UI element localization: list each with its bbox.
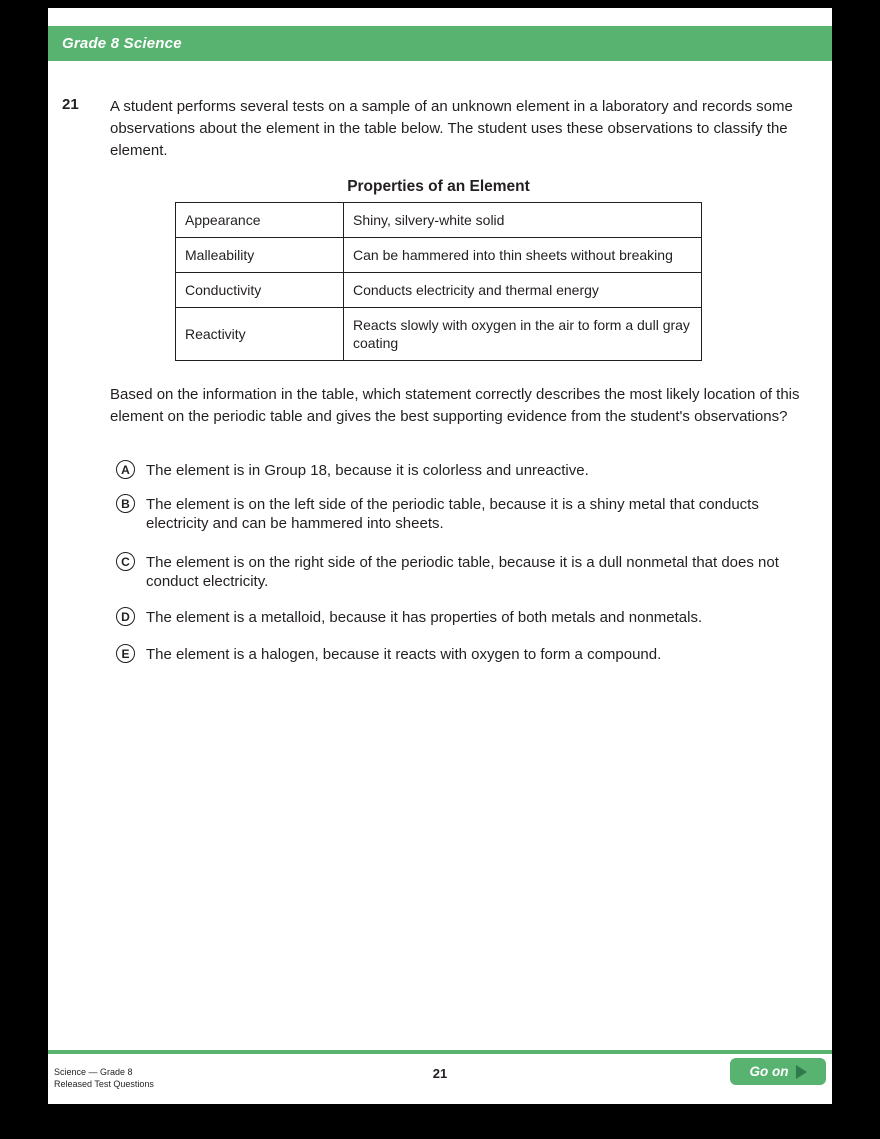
answer-choice-a[interactable] [116,460,816,480]
answer-choice-c[interactable] [116,552,816,591]
choice-d-bubble[interactable]: D [116,607,135,626]
properties-table [175,202,702,361]
question-prompt: Based on the information in the table, which statement correctly describes the most likely location of this element on the periodic table and gives the best supporting evidence from the student's observations? [110,386,800,425]
page-title: Grade 8 Science [62,35,182,52]
choice-a-text: The element is in Group 18, because it is colorless and unreactive. [146,462,589,479]
footer-left-line1: Science — Grade 8 [54,1067,133,1077]
property-value-cell: Reacts slowly with oxygen in the air to form a dull gray coating [344,308,702,361]
property-value-cell: Can be hammered into thin sheets without breaking [344,238,702,273]
page-number: 21 [432,1066,448,1081]
go-on-label: Go on [749,1064,789,1079]
table-title: Properties of an Element [347,178,530,195]
table-row [176,238,702,273]
footer-left-line2: Released Test Questions [54,1079,154,1089]
answer-choice-d[interactable] [116,607,816,627]
answer-choice-b[interactable] [116,494,816,533]
choice-a-bubble[interactable]: A [116,460,135,479]
footer-divider [48,1050,832,1054]
go-on-button[interactable] [730,1058,826,1085]
property-name-cell: Appearance [176,203,344,238]
table-row [176,203,702,238]
choice-b-text: The element is on the left side of the periodic table, because it is a shiny metal that conducts electricity and can be hammered into sheets. [146,496,759,532]
go-on-arrow-icon [796,1065,807,1079]
table-row [176,308,702,361]
choice-c-bubble[interactable]: C [116,552,135,571]
table-row [176,273,702,308]
property-name-cell: Conductivity [176,273,344,308]
header-bar [48,26,832,61]
property-name-cell: Reactivity [176,308,344,361]
test-page [48,8,832,1104]
choice-b-bubble[interactable]: B [116,494,135,513]
property-value-cell: Conducts electricity and thermal energy [344,273,702,308]
property-value-cell: Shiny, silvery-white solid [344,203,702,238]
answer-choice-e[interactable] [116,644,816,664]
choice-c-text: The element is on the right side of the periodic table, because it is a dull nonmetal that does not conduct electricity. [146,554,779,590]
choice-e-text: The element is a halogen, because it reacts with oxygen to form a compound. [146,646,662,663]
choice-e-bubble[interactable]: E [116,644,135,663]
question-stem: A student performs several tests on a sample of an unknown element in a laboratory and records some observations about the element in the table below. The student uses these observations to classify the element. [110,98,793,159]
choice-d-text: The element is a metalloid, because it has properties of both metals and nonmetals. [146,609,703,626]
question-number: 21 [62,96,79,113]
property-name-cell: Malleability [176,238,344,273]
